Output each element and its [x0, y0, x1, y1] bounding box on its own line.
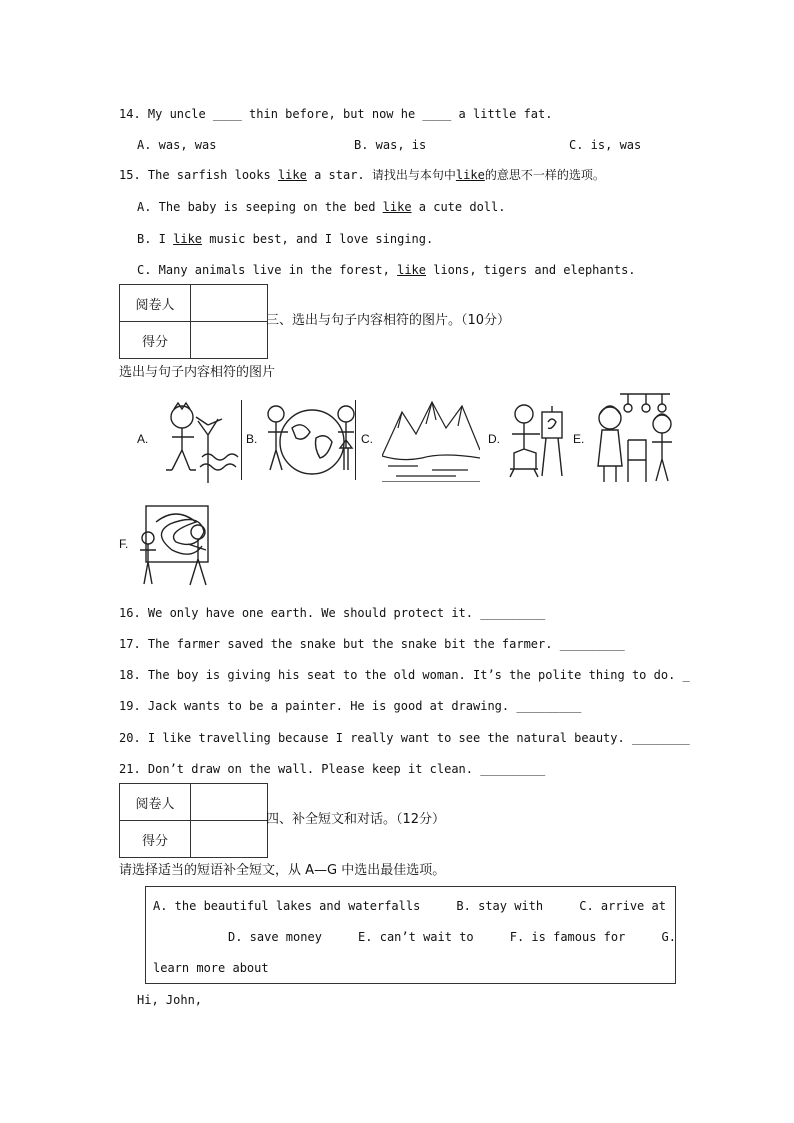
phrase-options-row-1: A. the beautiful lakes and waterfalls B. stay with C. arrive at — [153, 899, 666, 913]
q14-option-a: A. was, was — [137, 138, 217, 152]
q15-instruction: 的意思不一样的选项。 — [484, 168, 605, 182]
picture-c-mountains — [382, 394, 480, 482]
score-cell[interactable] — [191, 322, 268, 359]
section-3-title: 三、选出与句子内容相符的图片。（10分） — [266, 313, 511, 328]
score-box-section-4 — [119, 783, 268, 858]
q15-option-c — [137, 263, 636, 277]
q15-underlined-word: like — [455, 168, 485, 182]
reviewer-cell[interactable] — [191, 784, 268, 821]
reviewer-label: 阅卷人 — [120, 285, 191, 322]
picture-d-painter — [504, 398, 566, 478]
question-20: 20. I like travelling because I really want to see the natural beauty. ________ — [119, 731, 690, 745]
q15-option-b — [137, 232, 433, 246]
picture-e-boy-old-woman — [590, 390, 680, 486]
question-14: 14. My uncle ____ thin before, but now he ____ a little fat. — [119, 107, 553, 121]
q15-text: 15. The sarfish looks — [119, 168, 278, 182]
score-cell[interactable] — [191, 821, 268, 858]
q14-option-b: B. was, is — [354, 138, 427, 152]
score-label: 得分 — [120, 821, 191, 858]
section-4-title: 四、补全短文和对话。（12分） — [266, 812, 446, 827]
picture-b-earth-kids — [262, 398, 358, 478]
q15-b-text: music best, and I love singing. — [202, 232, 434, 246]
q15-text: a star. — [306, 168, 372, 182]
section-3-instruction: 选出与句子内容相符的图片 — [119, 365, 276, 380]
q15-c-text: lions, tigers and elephants. — [426, 263, 636, 277]
question-17: 17. The farmer saved the snake but the snake bit the farmer. _________ — [119, 637, 625, 651]
phrase-options-row-3: learn more about — [153, 961, 269, 975]
phrase-options-row-2: D. save money E. can’t wait to F. is famous for G. — [228, 930, 676, 944]
question-15 — [119, 168, 605, 182]
question-19: 19. Jack wants to be a painter. He is good at drawing. _________ — [119, 699, 582, 713]
picture-a-farmer-snake — [152, 395, 242, 483]
picture-f-wall-drawing — [136, 502, 216, 588]
q14-option-c: C. is, was — [569, 138, 642, 152]
picture-label-b: B. — [246, 432, 258, 446]
divider — [241, 400, 242, 480]
section-4-instruction: 请选择适当的短语补全短文，从 A—G 中选出最佳选项。 — [119, 863, 446, 878]
q15-c-word: like — [397, 263, 426, 277]
picture-label-f: F. — [119, 537, 129, 551]
question-16: 16. We only have one earth. We should protect it. _________ — [119, 606, 546, 620]
q15-b-text: B. I — [137, 232, 174, 246]
picture-label-c: C. — [361, 432, 373, 446]
q15-a-word: like — [382, 200, 412, 214]
score-label: 得分 — [120, 322, 191, 359]
score-box-section-3 — [119, 284, 268, 359]
divider — [355, 400, 356, 480]
q15-instruction: 请找出与本句中 — [371, 168, 456, 182]
q15-underlined-word: like — [277, 168, 307, 182]
reviewer-cell[interactable] — [191, 285, 268, 322]
q15-a-text: a cute doll. — [411, 200, 506, 214]
q15-c-text: C. Many animals live in the forest, — [137, 263, 398, 277]
picture-label-d: D. — [488, 432, 500, 446]
q15-b-word: like — [173, 232, 203, 246]
question-21: 21. Don’t draw on the wall. Please keep it clean. _________ — [119, 762, 546, 776]
picture-label-e: E. — [573, 432, 585, 446]
q15-option-a — [137, 200, 505, 214]
question-18: 18. The boy is giving his seat to the old woman. It’s the polite thing to do. _ — [119, 668, 690, 682]
q15-a-text: A. The baby is seeping on the bed — [137, 200, 383, 214]
letter-greeting: Hi, John, — [137, 993, 203, 1007]
reviewer-label: 阅卷人 — [120, 784, 191, 821]
picture-label-a: A. — [137, 432, 149, 446]
